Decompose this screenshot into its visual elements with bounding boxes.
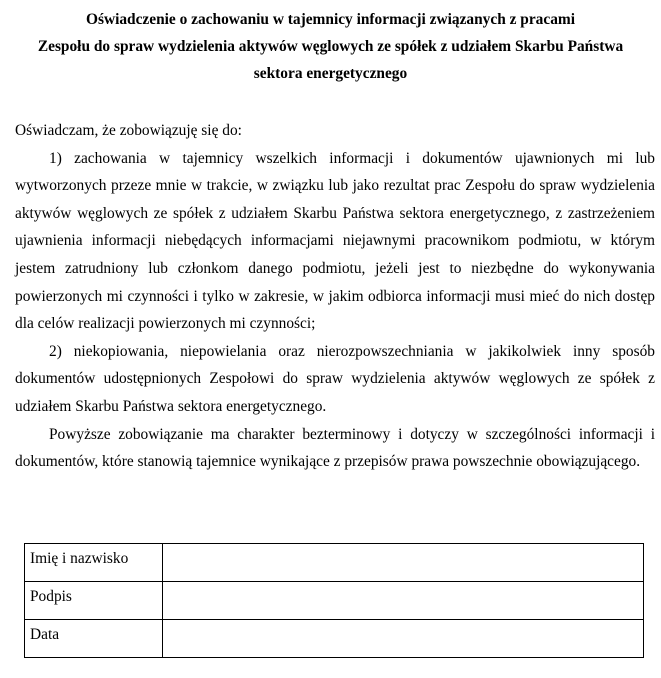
document-title [0, 6, 661, 87]
declaration-intro: Oświadczam, że zobowiązuję się do: [15, 122, 242, 139]
obligation-term: Powyższe zobowiązanie ma charakter bezterminowy i dotyczy w szczególności informacji i dokumentów, które stanowią tajemnice wynikające z przepisów prawa powszechnie obowiązującego. [15, 425, 655, 471]
signature-table [24, 543, 644, 658]
table-row [25, 544, 644, 582]
name-label: Imię i nazwisko [25, 544, 163, 582]
name-field[interactable] [163, 544, 644, 582]
table-row [25, 582, 644, 620]
table-row [25, 620, 644, 658]
obligation-1: 1) zachowania w tajemnicy wszelkich informacji i dokumentów ujawnionych mi lub wytworzonych przeze mnie w trakcie, w związku lub jako rezultat prac Zespołu do spraw wydzielenia aktywów węglowych ze spółek z udziałem Skarbu Państwa sektora energetycznego, z zastrzeżeniem ujawnienia informacji niebędących informacjami niejawnymi pracownikom podmiotu, w którym jestem zatrudniony lub członkom danego podmiotu, jeżeli jest to niezbędne do wykonywania powierzonych mi czynności i tylko w zakresie, w jakim odbiorca informacji musi mieć do nich dostęp dla celów realizacji powierzonych mi czynności; [15, 149, 655, 333]
signature-label: Podpis [25, 582, 163, 620]
obligation-2: 2) niekopiowania, niepowielania oraz nierozpowszechniania w jakikolwiek inny sposób dokumentów udostępnionych Zespołowi do spraw wydzielenia aktywów węglowych ze spółek z udziałem Skarbu Państwa sektora energetycznego. [15, 342, 655, 415]
title-line-1: Oświadczenie o zachowaniu w tajemnicy informacji związanych z pracami [86, 11, 575, 28]
title-line-3: sektora energetycznego [253, 65, 408, 82]
date-field[interactable] [163, 620, 644, 658]
declaration-body [15, 117, 655, 476]
signature-field[interactable] [163, 582, 644, 620]
title-line-2: Zespołu do spraw wydzielenia aktywów węglowych ze spółek z udziałem Skarbu Państwa [37, 38, 624, 55]
date-label: Data [25, 620, 163, 658]
